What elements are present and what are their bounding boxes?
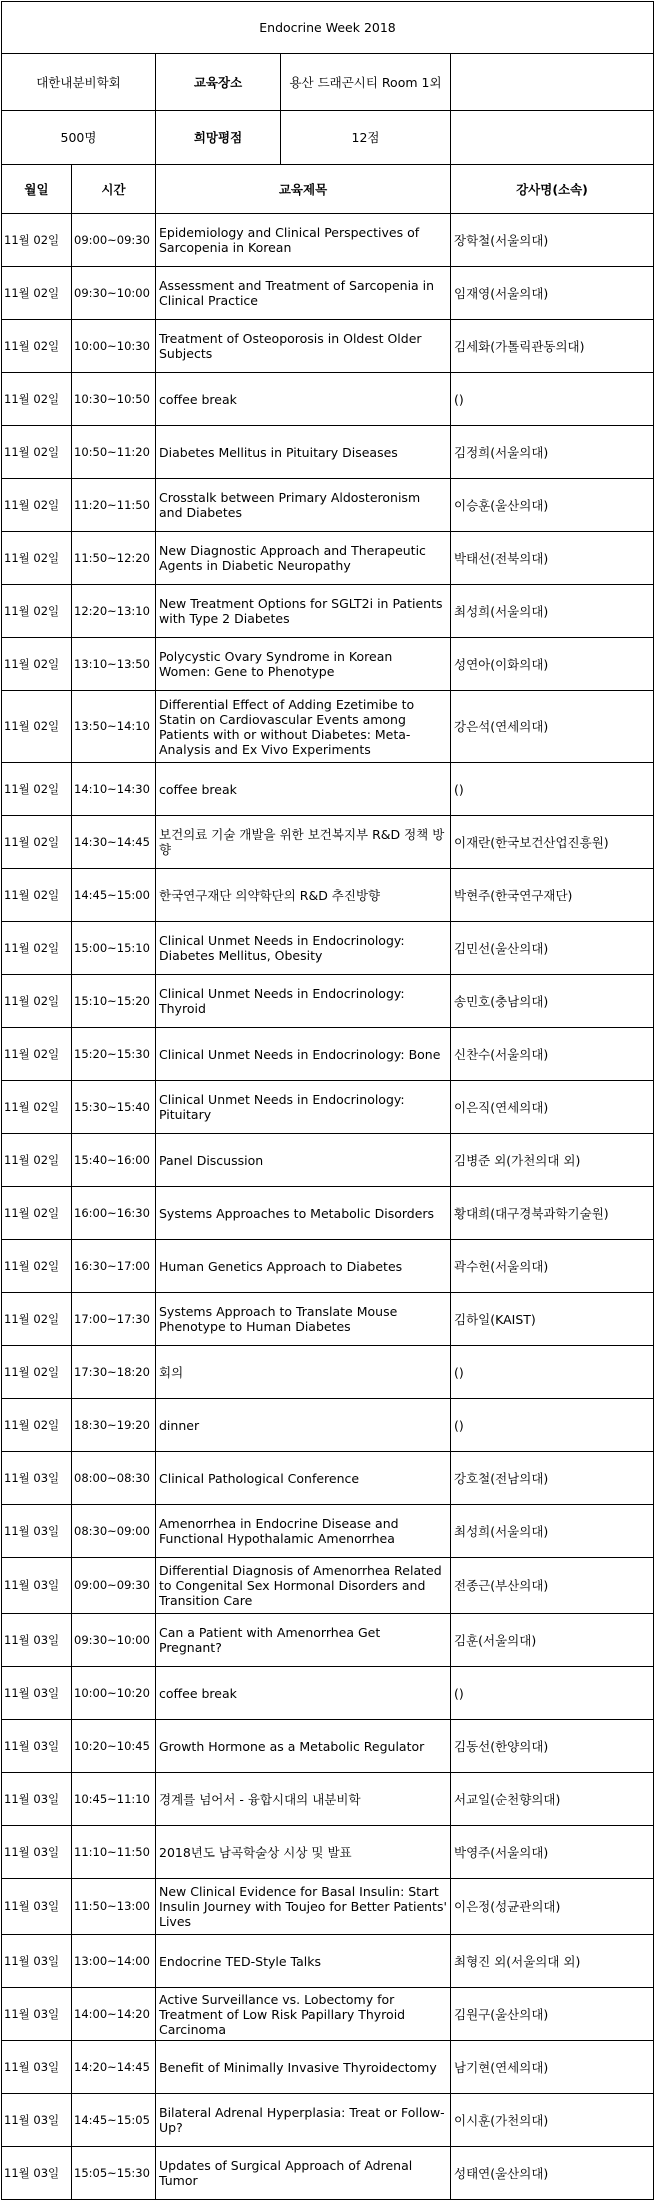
row-time: 14:45~15:05 xyxy=(72,2094,156,2147)
schedule-table xyxy=(1,1,654,2200)
row-time: 15:40~16:00 xyxy=(72,1134,156,1187)
row-time: 11:50~12:20 xyxy=(72,532,156,585)
row-topic: Benefit of Minimally Invasive Thyroidectomy xyxy=(156,2041,451,2094)
row-date: 11월 02일 xyxy=(2,479,72,532)
venue-label xyxy=(156,54,451,111)
row-date: 11월 02일 xyxy=(2,214,72,267)
row-topic: Crosstalk between Primary Aldosteronism and Diabetes xyxy=(156,479,451,532)
page-title: Endocrine Week 2018 xyxy=(2,2,654,54)
row-speaker: 송민호(충남의대) xyxy=(451,975,654,1028)
table-row xyxy=(2,1505,654,1558)
row-date: 11월 03일 xyxy=(2,2094,72,2147)
row-topic: Updates of Surgical Approach of Adrenal Tumor xyxy=(156,2147,451,2200)
row-speaker: 성태연(울산의대) xyxy=(451,2147,654,2200)
table-row xyxy=(2,1293,654,1346)
row-time: 11:50~13:00 xyxy=(72,1879,156,1935)
row-time: 12:20~13:10 xyxy=(72,585,156,638)
row-time: 08:00~08:30 xyxy=(72,1452,156,1505)
row-date: 11월 02일 xyxy=(2,975,72,1028)
row-time: 09:30~10:00 xyxy=(72,267,156,320)
row-date: 11월 02일 xyxy=(2,532,72,585)
row-topic: dinner xyxy=(156,1399,451,1452)
row-topic: 한국연구재단 의약학단의 R&D 추진방향 xyxy=(156,869,451,922)
row-date: 11월 02일 xyxy=(2,1134,72,1187)
row-speaker: () xyxy=(451,1399,654,1452)
row-speaker: 남기현(연세의대) xyxy=(451,2041,654,2094)
row-speaker: 박현주(한국연구재단) xyxy=(451,869,654,922)
row-date: 11월 03일 xyxy=(2,2147,72,2200)
table-row xyxy=(2,373,654,426)
row-date: 11월 02일 xyxy=(2,267,72,320)
row-date: 11월 02일 xyxy=(2,691,72,763)
row-speaker: 강은석(연세의대) xyxy=(451,691,654,763)
table-row xyxy=(2,2094,654,2147)
table-row xyxy=(2,1773,654,1826)
row-date: 11월 02일 xyxy=(2,1081,72,1134)
row-date: 11월 03일 xyxy=(2,1505,72,1558)
row-date: 11월 03일 xyxy=(2,1773,72,1826)
table-row xyxy=(2,426,654,479)
row-topic: New Treatment Options for SGLT2i in Patients with Type 2 Diabetes xyxy=(156,585,451,638)
table-row xyxy=(2,1988,654,2041)
row-topic: Differential Effect of Adding Ezetimibe to Statin on Cardiovascular Events among Patients with or without Diabetes: Meta-Analysis and Ex Vivo Experiments xyxy=(156,691,451,763)
row-speaker: 성연아(이화의대) xyxy=(451,638,654,691)
row-time: 13:50~14:10 xyxy=(72,691,156,763)
row-speaker: 서교일(순천향의대) xyxy=(451,1773,654,1826)
row-speaker: 이은정(성균관의대) xyxy=(451,1879,654,1935)
row-speaker: () xyxy=(451,1346,654,1399)
row-topic: 회의 xyxy=(156,1346,451,1399)
table-row xyxy=(2,691,654,763)
row-speaker: 황대희(대구경북과학기술원) xyxy=(451,1187,654,1240)
row-date: 11월 02일 xyxy=(2,320,72,373)
row-time: 09:00~09:30 xyxy=(72,214,156,267)
row-speaker: 김병준 외(가천의대 외) xyxy=(451,1134,654,1187)
header-row xyxy=(2,165,654,214)
row-speaker: 이승훈(울산의대) xyxy=(451,479,654,532)
row-time: 10:45~11:10 xyxy=(72,1773,156,1826)
row-topic: Treatment of Osteoporosis in Oldest Older Subjects xyxy=(156,320,451,373)
row-topic: Growth Hormone as a Metabolic Regulator xyxy=(156,1720,451,1773)
row-topic: Clinical Pathological Conference xyxy=(156,1452,451,1505)
row-date: 11월 03일 xyxy=(2,1826,72,1879)
table-row xyxy=(2,214,654,267)
row-topic: 2018년도 남곡학술상 시상 및 발표 xyxy=(156,1826,451,1879)
row-speaker: 장학철(서울의대) xyxy=(451,214,654,267)
row-date: 11월 02일 xyxy=(2,1028,72,1081)
row-date: 11월 02일 xyxy=(2,638,72,691)
row-topic: Can a Patient with Amenorrhea Get Pregnant? xyxy=(156,1614,451,1667)
table-row xyxy=(2,816,654,869)
row-speaker: 최성희(서울의대) xyxy=(451,585,654,638)
table-row xyxy=(2,1667,654,1720)
capacity: 500명 xyxy=(2,111,156,165)
table-row xyxy=(2,1346,654,1399)
row-speaker: 김정희(서울의대) xyxy=(451,426,654,479)
row-date: 11월 02일 xyxy=(2,1293,72,1346)
row-date: 11월 02일 xyxy=(2,1399,72,1452)
row-time: 13:10~13:50 xyxy=(72,638,156,691)
row-date: 11월 02일 xyxy=(2,816,72,869)
header-date: 월일 xyxy=(2,165,72,214)
row-topic: Human Genetics Approach to Diabetes xyxy=(156,1240,451,1293)
table-row xyxy=(2,1134,654,1187)
table-row xyxy=(2,479,654,532)
row-topic: New Diagnostic Approach and Therapeutic Agents in Diabetic Neuropathy xyxy=(156,532,451,585)
row-speaker: 임재영(서울의대) xyxy=(451,267,654,320)
table-row xyxy=(2,2147,654,2200)
table-row xyxy=(2,763,654,816)
table-row xyxy=(2,1614,654,1667)
row-speaker: 전종근(부산의대) xyxy=(451,1558,654,1614)
row-speaker: 곽수헌(서울의대) xyxy=(451,1240,654,1293)
row-time: 10:30~10:50 xyxy=(72,373,156,426)
row-speaker: 김세화(가톨릭관동의대) xyxy=(451,320,654,373)
header-time: 시간 xyxy=(72,165,156,214)
row-topic: Bilateral Adrenal Hyperplasia: Treat or Follow-Up? xyxy=(156,2094,451,2147)
row-date: 11월 02일 xyxy=(2,763,72,816)
row-time: 14:45~15:00 xyxy=(72,869,156,922)
row-time: 14:20~14:45 xyxy=(72,2041,156,2094)
row-time: 16:30~17:00 xyxy=(72,1240,156,1293)
row-topic: Systems Approaches to Metabolic Disorders xyxy=(156,1187,451,1240)
venue-label-text: 교육장소 xyxy=(156,54,281,110)
credits-value-extension xyxy=(451,111,654,165)
row-time: 11:10~11:50 xyxy=(72,1826,156,1879)
table-row xyxy=(2,2041,654,2094)
row-speaker: () xyxy=(451,373,654,426)
row-speaker: 이재란(한국보건산업진흥원) xyxy=(451,816,654,869)
row-topic: Active Surveillance vs. Lobectomy for Treatment of Low Risk Papillary Thyroid Carcinoma xyxy=(156,1988,451,2041)
row-time: 15:00~15:10 xyxy=(72,922,156,975)
row-date: 11월 03일 xyxy=(2,1879,72,1935)
row-time: 10:20~10:45 xyxy=(72,1720,156,1773)
row-topic: Polycystic Ovary Syndrome in Korean Women: Gene to Phenotype xyxy=(156,638,451,691)
row-time: 17:00~17:30 xyxy=(72,1293,156,1346)
table-row xyxy=(2,1028,654,1081)
row-time: 08:30~09:00 xyxy=(72,1505,156,1558)
table-row xyxy=(2,585,654,638)
row-topic: Diabetes Mellitus in Pituitary Diseases xyxy=(156,426,451,479)
row-topic: Differential Diagnosis of Amenorrhea Related to Congenital Sex Hormonal Disorders and Transition Care xyxy=(156,1558,451,1614)
row-time: 15:30~15:40 xyxy=(72,1081,156,1134)
row-speaker: () xyxy=(451,1667,654,1720)
row-time: 16:00~16:30 xyxy=(72,1187,156,1240)
header-speaker: 강사명(소속) xyxy=(451,165,654,214)
row-time: 17:30~18:20 xyxy=(72,1346,156,1399)
credits-label xyxy=(156,111,451,165)
row-speaker: 최형진 외(서울의대 외) xyxy=(451,1935,654,1988)
row-topic: Assessment and Treatment of Sarcopenia in Clinical Practice xyxy=(156,267,451,320)
row-topic: New Clinical Evidence for Basal Insulin: Start Insulin Journey with Toujeo for Better Patients' Lives xyxy=(156,1879,451,1935)
row-time: 10:50~11:20 xyxy=(72,426,156,479)
row-time: 14:00~14:20 xyxy=(72,1988,156,2041)
row-topic: 보건의료 기술 개발을 위한 보건복지부 R&D 정책 방향 xyxy=(156,816,451,869)
venue-value: 용산 드래곤시티 Room 1외 xyxy=(289,74,442,90)
row-topic: Clinical Unmet Needs in Endocrinology: Pituitary xyxy=(156,1081,451,1134)
row-time: 14:30~14:45 xyxy=(72,816,156,869)
table-row xyxy=(2,922,654,975)
row-speaker: 최성희(서울의대) xyxy=(451,1505,654,1558)
row-topic: coffee break xyxy=(156,763,451,816)
table-row xyxy=(2,1240,654,1293)
row-date: 11월 02일 xyxy=(2,922,72,975)
row-speaker: 김하일(KAIST) xyxy=(451,1293,654,1346)
row-date: 11월 03일 xyxy=(2,2041,72,2094)
row-date: 11월 03일 xyxy=(2,1558,72,1614)
table-row xyxy=(2,267,654,320)
row-speaker: 박영주(서울의대) xyxy=(451,1826,654,1879)
row-time: 15:10~15:20 xyxy=(72,975,156,1028)
table-row xyxy=(2,1187,654,1240)
row-speaker: 강호철(전남의대) xyxy=(451,1452,654,1505)
table-row xyxy=(2,638,654,691)
info-row-credits xyxy=(2,111,654,165)
row-speaker: () xyxy=(451,763,654,816)
row-topic: Systems Approach to Translate Mouse Phenotype to Human Diabetes xyxy=(156,1293,451,1346)
table-row xyxy=(2,1452,654,1505)
row-time: 14:10~14:30 xyxy=(72,763,156,816)
row-time: 15:05~15:30 xyxy=(72,2147,156,2200)
row-topic: Clinical Unmet Needs in Endocrinology: Thyroid xyxy=(156,975,451,1028)
row-topic: coffee break xyxy=(156,1667,451,1720)
row-date: 11월 03일 xyxy=(2,1452,72,1505)
row-topic: Endocrine TED-Style Talks xyxy=(156,1935,451,1988)
header-topic: 교육제목 xyxy=(156,165,451,214)
table-row xyxy=(2,1399,654,1452)
organizer: 대한내분비학회 xyxy=(2,54,156,111)
table-row xyxy=(2,1935,654,1988)
row-date: 11월 02일 xyxy=(2,1187,72,1240)
row-time: 09:30~10:00 xyxy=(72,1614,156,1667)
row-speaker: 김민선(울산의대) xyxy=(451,922,654,975)
row-date: 11월 03일 xyxy=(2,1667,72,1720)
row-date: 11월 02일 xyxy=(2,1240,72,1293)
row-topic: Amenorrhea in Endocrine Disease and Functional Hypothalamic Amenorrhea xyxy=(156,1505,451,1558)
row-speaker: 박태선(전북의대) xyxy=(451,532,654,585)
row-time: 11:20~11:50 xyxy=(72,479,156,532)
row-date: 11월 02일 xyxy=(2,373,72,426)
venue-value-extension xyxy=(451,54,654,111)
row-date: 11월 02일 xyxy=(2,1346,72,1399)
row-speaker: 이시훈(가천의대) xyxy=(451,2094,654,2147)
table-row xyxy=(2,320,654,373)
row-date: 11월 02일 xyxy=(2,585,72,638)
row-time: 09:00~09:30 xyxy=(72,1558,156,1614)
row-date: 11월 03일 xyxy=(2,1614,72,1667)
row-time: 10:00~10:20 xyxy=(72,1667,156,1720)
row-topic: Epidemiology and Clinical Perspectives of Sarcopenia in Korean xyxy=(156,214,451,267)
table-row xyxy=(2,532,654,585)
table-row xyxy=(2,1720,654,1773)
table-row xyxy=(2,1826,654,1879)
row-date: 11월 02일 xyxy=(2,869,72,922)
row-speaker: 신찬수(서울의대) xyxy=(451,1028,654,1081)
row-time: 13:00~14:00 xyxy=(72,1935,156,1988)
row-time: 10:00~10:30 xyxy=(72,320,156,373)
info-row-venue xyxy=(2,54,654,111)
table-row xyxy=(2,1879,654,1935)
row-time: 15:20~15:30 xyxy=(72,1028,156,1081)
table-row xyxy=(2,1081,654,1134)
row-speaker: 이은직(연세의대) xyxy=(451,1081,654,1134)
row-topic: Panel Discussion xyxy=(156,1134,451,1187)
row-date: 11월 02일 xyxy=(2,426,72,479)
credits-label-text: 희망평점 xyxy=(156,111,281,164)
row-speaker: 김원구(울산의대) xyxy=(451,1988,654,2041)
table-row xyxy=(2,869,654,922)
row-speaker: 김동선(한양의대) xyxy=(451,1720,654,1773)
credits-value: 12점 xyxy=(351,130,380,145)
row-date: 11월 03일 xyxy=(2,1935,72,1988)
row-speaker: 김훈(서울의대) xyxy=(451,1614,654,1667)
row-topic: Clinical Unmet Needs in Endocrinology: Bone xyxy=(156,1028,451,1081)
row-date: 11월 03일 xyxy=(2,1988,72,2041)
row-topic: 경계를 넘어서 - 융합시대의 내분비학 xyxy=(156,1773,451,1826)
title-row xyxy=(2,2,654,54)
row-topic: coffee break xyxy=(156,373,451,426)
table-row xyxy=(2,1558,654,1614)
row-date: 11월 03일 xyxy=(2,1720,72,1773)
row-time: 18:30~19:20 xyxy=(72,1399,156,1452)
row-topic: Clinical Unmet Needs in Endocrinology: Diabetes Mellitus, Obesity xyxy=(156,922,451,975)
table-row xyxy=(2,975,654,1028)
